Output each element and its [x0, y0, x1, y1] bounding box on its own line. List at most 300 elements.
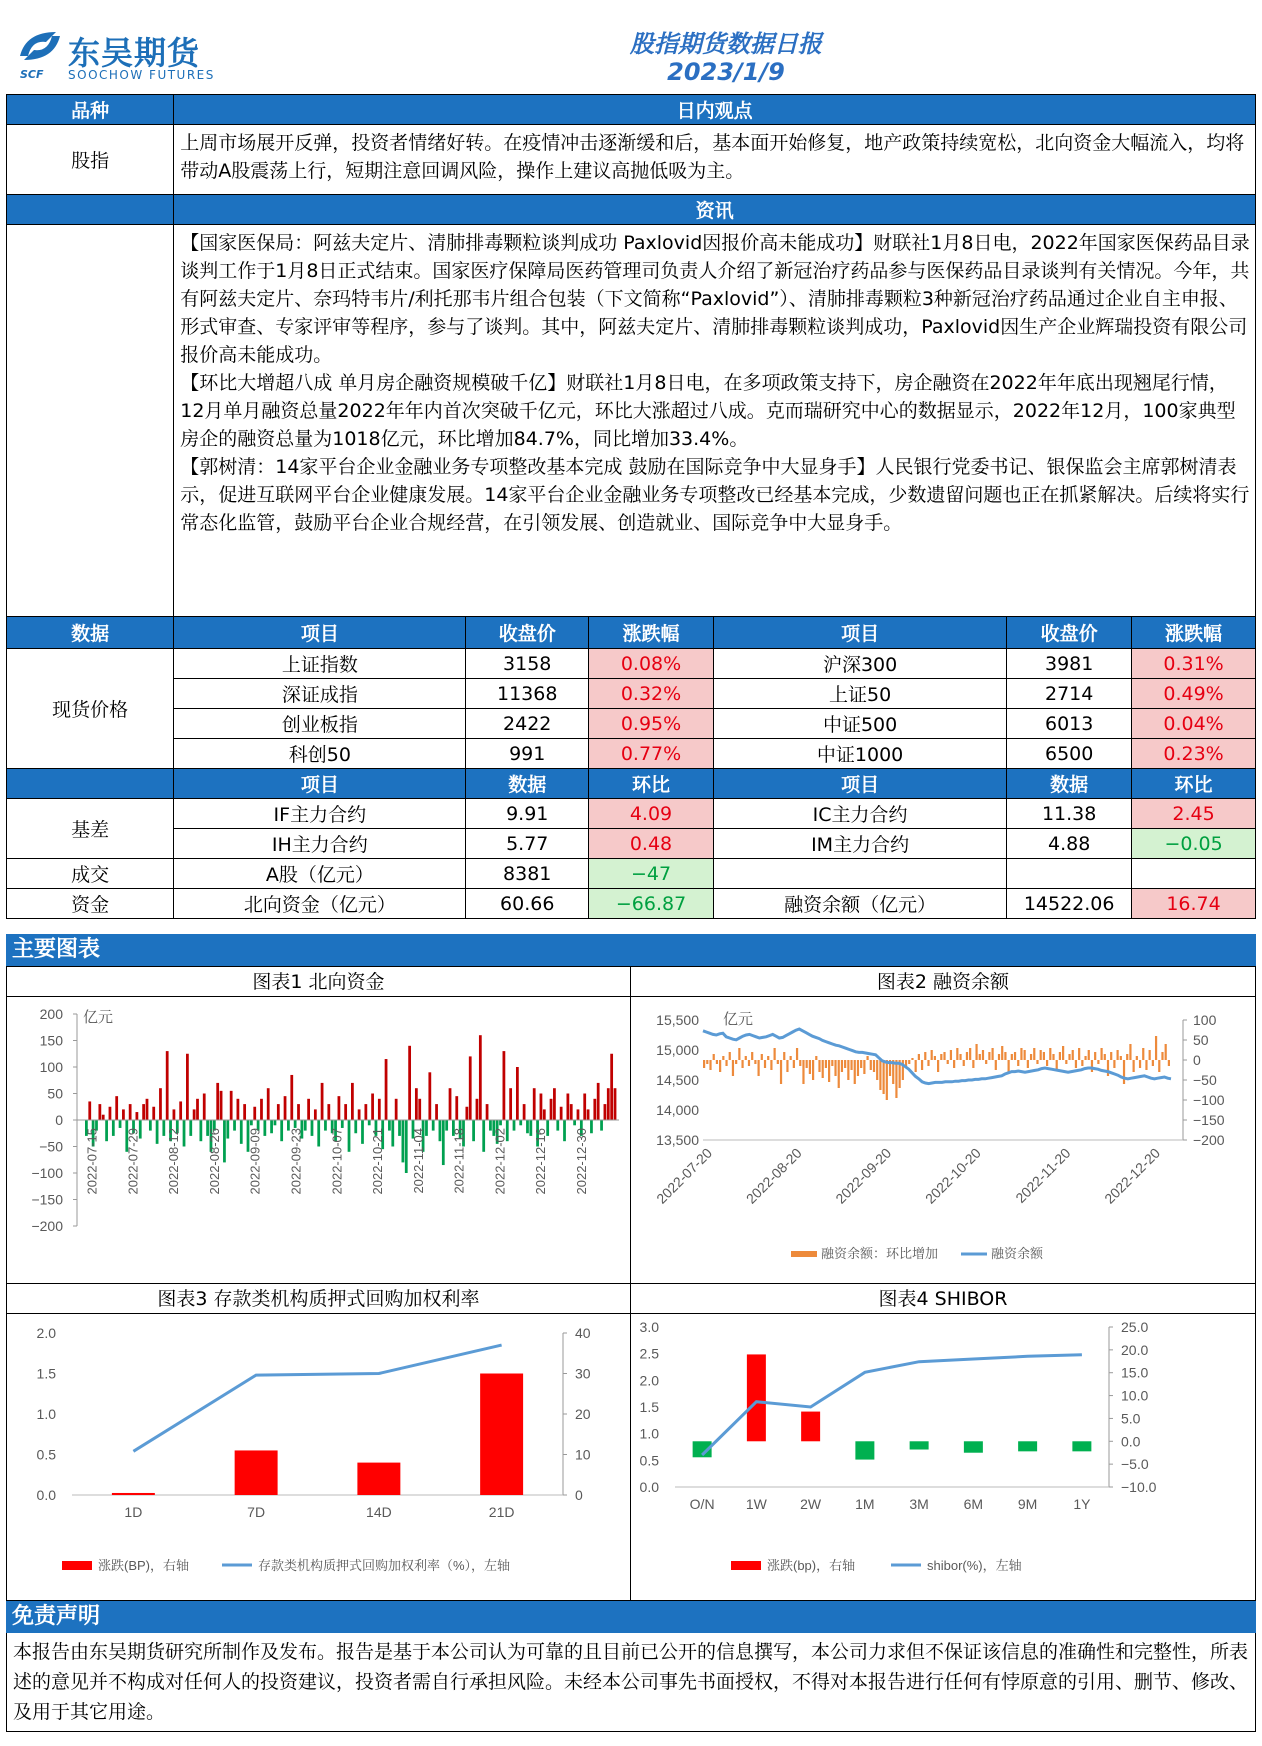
- bar: [886, 1060, 888, 1100]
- bar: [729, 1052, 731, 1060]
- bar: [774, 1048, 776, 1060]
- bar: [754, 1060, 756, 1064]
- bar: [1068, 1054, 1070, 1060]
- y-right-tick-label: 25.0: [1121, 1319, 1149, 1335]
- news-body: [174, 225, 1256, 617]
- line-series: [133, 1345, 501, 1451]
- spot-item: 中证500: [713, 709, 1006, 739]
- bar: [1110, 1052, 1112, 1060]
- bar: [479, 1035, 482, 1120]
- bar: [879, 1060, 881, 1090]
- bar: [855, 1441, 874, 1459]
- bar: [88, 1101, 91, 1120]
- x-tick-label: 2022-09-09: [247, 1128, 263, 1195]
- y-left-tick-label: 0.0: [639, 1479, 659, 1495]
- basis-change: 0.48: [589, 829, 714, 859]
- bar: [439, 1120, 442, 1141]
- bar: [240, 1120, 243, 1144]
- y-left-tick-label: 14,000: [656, 1102, 699, 1118]
- bar: [831, 1060, 833, 1066]
- bar: [982, 1050, 984, 1060]
- bar: [364, 1104, 367, 1120]
- x-tick-label: 2022-11-04: [410, 1128, 426, 1194]
- legend-label: 涨跌(bp)，右轴: [767, 1558, 856, 1573]
- bar: [1046, 1060, 1048, 1066]
- basis-item: IH主力合约: [174, 829, 466, 859]
- bar: [1049, 1048, 1051, 1060]
- news-item: 【郭树清：14家平台企业金融业务专项整改基本完成 鼓励在国际竞争中大显身手】人民银行党委书记、银保监会主席郭树清表示，促进互联网平台企业健康发展。14家平台企业金融业务专项整改已经基本完成，少数遗留问题也正在抓紧解决。后续将实行常态化监管，鼓励平台企业合规经营，在引领发展、创造就业、国际竞争中大显身手。: [180, 456, 1250, 534]
- bar: [449, 1088, 452, 1120]
- x-tick-label: 2022-11-18: [451, 1128, 467, 1194]
- report-date: 2023/1/9: [667, 58, 785, 86]
- volume-value: 8381: [466, 859, 589, 889]
- basis-col-header: 数据: [466, 769, 589, 799]
- bar: [719, 1060, 721, 1072]
- x-tick-label: 2022-08-12: [166, 1128, 182, 1195]
- bar: [713, 1054, 715, 1060]
- bar: [991, 1048, 993, 1060]
- bar: [357, 1463, 400, 1495]
- bar: [1104, 1054, 1106, 1060]
- bar: [747, 1354, 766, 1441]
- bar: [1072, 1441, 1091, 1451]
- bar: [193, 1109, 196, 1120]
- y-left-tick-label: 3.0: [639, 1319, 659, 1335]
- x-tick-label: 2022-09-20: [832, 1144, 895, 1207]
- y-right-tick-label: 20: [575, 1406, 591, 1422]
- bar: [975, 1044, 977, 1060]
- spot-close: 2422: [466, 709, 589, 739]
- data-col-header: 项目: [713, 617, 1006, 649]
- spot-label: 现货价格: [7, 649, 174, 769]
- bar: [428, 1072, 431, 1120]
- volume-change: −47: [589, 859, 714, 889]
- bar: [233, 1120, 236, 1131]
- chart-title: 图表4 SHIBOR: [631, 1284, 1255, 1314]
- spot-item: 上证50: [713, 679, 1006, 709]
- legend-swatch: [791, 1251, 817, 1257]
- y-left-tick-label: 15,000: [656, 1042, 699, 1058]
- bar: [442, 1120, 445, 1165]
- bar: [793, 1060, 795, 1068]
- y-right-tick-label: −5.0: [1121, 1456, 1149, 1473]
- y-tick-label: −50: [39, 1138, 63, 1155]
- data-col-header: 数据: [7, 617, 174, 649]
- bar: [361, 1120, 364, 1144]
- bar: [189, 1120, 192, 1136]
- bar: [1072, 1050, 1074, 1060]
- bar: [927, 1060, 929, 1066]
- x-tick-label: 21D: [488, 1504, 515, 1520]
- x-tick-label: 3M: [909, 1496, 929, 1512]
- bar: [767, 1056, 769, 1060]
- y-right-tick-label: 20.0: [1121, 1341, 1149, 1358]
- chart-repo-rate-plot: [7, 1315, 630, 1601]
- bar: [482, 1120, 485, 1152]
- news-header: 资讯: [174, 195, 1256, 225]
- legend-swatch: [731, 1561, 761, 1570]
- bar: [597, 1083, 600, 1120]
- y-right-tick-label: 0: [1193, 1052, 1201, 1068]
- bar: [509, 1088, 512, 1120]
- bar: [985, 1060, 987, 1064]
- bar: [1158, 1060, 1160, 1072]
- x-tick-label: 6M: [963, 1496, 984, 1512]
- bar: [1065, 1060, 1067, 1064]
- chart-north-flow-plot: [7, 998, 630, 1284]
- bar: [1145, 1060, 1147, 1070]
- chart-margin-balance: [630, 966, 1256, 1284]
- bar: [1155, 1036, 1157, 1060]
- bar: [988, 1052, 990, 1060]
- bar: [341, 1120, 344, 1128]
- bar: [959, 1054, 961, 1060]
- bar: [338, 1096, 341, 1120]
- bar: [533, 1088, 536, 1120]
- fund-item: 北向资金（亿元）: [174, 889, 466, 919]
- legend-label: 涨跌(BP)，右轴: [98, 1558, 190, 1573]
- bar: [1149, 1050, 1151, 1060]
- logo-en: SOOCHOW FUTURES: [68, 68, 215, 82]
- bar: [1052, 1054, 1054, 1060]
- bar: [1165, 1044, 1167, 1060]
- legend-label: shibor(%)，左轴: [927, 1558, 1022, 1573]
- bar: [1062, 1046, 1064, 1060]
- bar: [1123, 1060, 1125, 1084]
- bar: [1030, 1054, 1032, 1060]
- bar: [908, 1060, 910, 1064]
- bar: [956, 1048, 958, 1060]
- basis-change: 2.45: [1132, 799, 1256, 829]
- view-col2: 日内观点: [174, 95, 1256, 125]
- bar: [570, 1104, 573, 1120]
- bar: [166, 1051, 169, 1120]
- bar: [519, 1120, 522, 1125]
- bar: [943, 1052, 945, 1060]
- y-axis-label: 亿元: [83, 1009, 114, 1026]
- chart-repo-rate: [6, 1283, 631, 1601]
- legend-label: 融资余额：环比增加: [821, 1246, 939, 1261]
- bar: [741, 1060, 743, 1068]
- bar: [445, 1120, 448, 1131]
- bar: [385, 1059, 388, 1120]
- bar: [284, 1096, 287, 1120]
- basis-change: 4.09: [589, 799, 714, 829]
- y-right-tick-label: 5.0: [1121, 1410, 1141, 1427]
- bar: [802, 1060, 804, 1084]
- bar: [513, 1120, 516, 1131]
- bar: [455, 1096, 458, 1120]
- bar: [863, 1060, 865, 1074]
- bar: [857, 1060, 859, 1076]
- x-tick-label: 14D: [366, 1504, 392, 1520]
- bar: [1033, 1048, 1035, 1060]
- bar: [1040, 1050, 1042, 1060]
- bar: [841, 1060, 843, 1072]
- bar: [351, 1083, 354, 1120]
- bar: [274, 1120, 277, 1125]
- bar: [931, 1050, 933, 1060]
- bar: [1120, 1056, 1122, 1060]
- spot-close: 11368: [466, 679, 589, 709]
- data-col-header: 项目: [174, 617, 466, 649]
- bar: [294, 1120, 297, 1128]
- spot-close: 6013: [1007, 709, 1132, 739]
- bar: [311, 1120, 314, 1136]
- bar: [98, 1104, 101, 1120]
- bar: [979, 1054, 981, 1060]
- bar: [405, 1120, 408, 1173]
- report-title: 股指期货数据日报: [630, 30, 822, 58]
- bar: [735, 1060, 737, 1064]
- bar: [822, 1060, 824, 1078]
- y-right-tick-label: 10: [575, 1446, 591, 1463]
- bar: [910, 1441, 929, 1449]
- y-right-tick-label: 30: [575, 1365, 591, 1382]
- bar: [388, 1120, 391, 1131]
- bar: [1100, 1048, 1102, 1060]
- bar: [590, 1120, 593, 1133]
- bar: [1043, 1052, 1045, 1060]
- bar: [183, 1120, 186, 1147]
- bar: [156, 1120, 159, 1144]
- bar: [583, 1094, 586, 1121]
- spot-change: 0.77%: [589, 739, 714, 769]
- chart-title: 图表2 融资余额: [631, 967, 1255, 997]
- bar: [725, 1060, 727, 1066]
- chart-shibor: [630, 1283, 1256, 1601]
- bar: [573, 1120, 576, 1125]
- bar: [1018, 1441, 1037, 1451]
- fund-label: 资金: [7, 889, 174, 919]
- bar: [1126, 1054, 1128, 1060]
- bar: [149, 1120, 152, 1131]
- bar: [263, 1120, 266, 1136]
- bar: [304, 1120, 307, 1131]
- spot-item: 科创50: [174, 739, 466, 769]
- bar: [745, 1056, 747, 1060]
- bar: [550, 1099, 553, 1120]
- bar: [709, 1060, 711, 1070]
- bar: [307, 1099, 310, 1120]
- y-tick-label: −150: [31, 1191, 63, 1208]
- bar: [1136, 1056, 1138, 1060]
- bar: [818, 1060, 820, 1072]
- bar: [499, 1120, 502, 1125]
- y-left-tick-label: 1.5: [639, 1399, 659, 1415]
- basis-label: 基差: [7, 799, 174, 859]
- bar: [358, 1109, 361, 1120]
- bar: [344, 1104, 347, 1120]
- data-col-header: 收盘价: [1007, 617, 1132, 649]
- bar: [812, 1060, 814, 1080]
- bar: [486, 1104, 489, 1120]
- bar: [950, 1050, 952, 1060]
- bar: [850, 1060, 852, 1070]
- company-logo: [16, 26, 226, 82]
- bar: [1014, 1052, 1016, 1060]
- logo-cn: 东吴期货: [68, 34, 201, 72]
- y-right-tick-label: 15.0: [1121, 1364, 1149, 1381]
- x-tick-label: 2022-07-20: [653, 1144, 716, 1207]
- bar: [883, 1060, 885, 1094]
- bar: [556, 1120, 559, 1131]
- view-text: 上周市场展开反弹，投资者情绪好转。在疫情冲击逐渐缓和后，基本面开始修复，地产政策持续宽松，北向资金大幅流入，均将带动A股震荡上行，短期注意回调风险，操作上建议高抛低吸为主。: [174, 125, 1256, 195]
- y-tick-label: 100: [39, 1059, 63, 1075]
- bar: [870, 1060, 872, 1070]
- spot-item: 上证指数: [174, 649, 466, 679]
- y-right-tick-label: 0.0: [1121, 1433, 1141, 1450]
- bar: [480, 1374, 523, 1496]
- bar: [516, 1067, 519, 1120]
- bar: [604, 1104, 607, 1120]
- bar: [937, 1060, 939, 1072]
- basis-col-header: 环比: [589, 769, 714, 799]
- bar: [136, 1112, 139, 1120]
- bar: [105, 1120, 108, 1141]
- y-axis-label: 亿元: [723, 1011, 754, 1028]
- spot-close: 3981: [1007, 649, 1132, 679]
- bar: [408, 1046, 411, 1120]
- bar: [173, 1109, 176, 1120]
- bar: [969, 1048, 971, 1060]
- bar: [560, 1107, 563, 1120]
- fund-change: 16.74: [1132, 889, 1256, 919]
- y-left-tick-label: 13,500: [656, 1132, 699, 1148]
- bar: [543, 1109, 546, 1120]
- bar: [828, 1060, 830, 1082]
- bar: [757, 1060, 759, 1076]
- bar: [270, 1120, 273, 1133]
- bar: [924, 1052, 926, 1060]
- x-tick-label: 2022-07-15: [84, 1128, 100, 1195]
- bar: [243, 1104, 246, 1120]
- bar: [732, 1060, 734, 1076]
- spot-change: 0.32%: [589, 679, 714, 709]
- main-table: [6, 94, 1256, 919]
- bar: [297, 1104, 300, 1120]
- bar: [703, 1060, 705, 1068]
- y-right-tick-label: 50: [1193, 1032, 1209, 1048]
- bar: [801, 1412, 820, 1442]
- bar: [371, 1094, 374, 1121]
- bar: [844, 1060, 846, 1068]
- bar: [529, 1120, 532, 1136]
- bar: [395, 1099, 398, 1120]
- basis-col-header: 环比: [1132, 769, 1256, 799]
- bar: [321, 1083, 324, 1120]
- bar: [317, 1120, 320, 1147]
- y-right-tick-label: −10.0: [1121, 1479, 1157, 1495]
- bar: [751, 1052, 753, 1060]
- y-tick-label: −100: [31, 1165, 63, 1181]
- bar: [593, 1099, 596, 1120]
- bar: [253, 1107, 256, 1120]
- bar: [786, 1060, 788, 1072]
- fund-change: −66.87: [589, 889, 714, 919]
- spot-close: 991: [466, 739, 589, 769]
- bar: [1152, 1060, 1154, 1066]
- bar: [1020, 1048, 1022, 1060]
- spot-item: 沪深300: [713, 649, 1006, 679]
- bar: [142, 1104, 145, 1120]
- bar: [764, 1060, 766, 1068]
- y-left-tick-label: 2.0: [639, 1372, 659, 1389]
- bar: [1113, 1060, 1115, 1068]
- basis-value: 4.88: [1007, 829, 1132, 859]
- bar: [162, 1120, 165, 1136]
- bar: [809, 1060, 811, 1074]
- y-left-tick-label: 14,500: [656, 1072, 699, 1088]
- x-tick-label: 2022-08-20: [742, 1144, 805, 1207]
- x-tick-label: 7D: [247, 1504, 266, 1520]
- disclaimer-header: 免责声明: [6, 1601, 1256, 1633]
- bar: [1107, 1060, 1109, 1076]
- bar: [600, 1120, 603, 1131]
- x-tick-label: 1Y: [1073, 1496, 1091, 1512]
- bar: [964, 1441, 983, 1452]
- bar: [761, 1054, 763, 1060]
- basis-col-header: 数据: [1007, 769, 1132, 799]
- x-tick-label: 2022-12-16: [533, 1128, 549, 1195]
- y-tick-label: 0: [55, 1112, 63, 1128]
- bar: [1091, 1060, 1093, 1072]
- y-left-tick-label: 1.0: [36, 1406, 56, 1422]
- bar: [540, 1094, 543, 1121]
- y-tick-label: 50: [47, 1085, 63, 1102]
- bar: [876, 1060, 878, 1080]
- x-tick-label: 2022-12-20: [1101, 1144, 1164, 1207]
- x-tick-label: 1M: [855, 1496, 875, 1512]
- bar: [489, 1120, 492, 1131]
- spot-item: 深证成指: [174, 679, 466, 709]
- bar: [290, 1075, 293, 1120]
- x-tick-label: 1D: [124, 1504, 143, 1520]
- bar: [119, 1120, 122, 1128]
- bar: [748, 1060, 750, 1066]
- bar: [1133, 1060, 1135, 1072]
- fund-item: 融资余额（亿元）: [713, 889, 1006, 919]
- spot-close: 6500: [1007, 739, 1132, 769]
- y-right-tick-label: 100: [1193, 1012, 1217, 1028]
- x-tick-label: 2022-08-26: [206, 1128, 222, 1195]
- y-right-tick-label: −100: [1193, 1092, 1225, 1108]
- disclaimer-text: 本报告由东吴期货研究所制作及发布。报告是基于本公司认为可靠的且目前已公开的信息撰写，本公司力求但不保证该信息的准确性和完整性，所表述的意见并不构成对任何人的投资建议，投资者需自行承担风险。未经本公司事先书面授权，不得对本报告进行任何有悖原意的引用、删节、修改、及用于其它用途。: [6, 1633, 1256, 1732]
- bar: [260, 1099, 263, 1120]
- x-tick-label: 2W: [800, 1496, 822, 1512]
- chart-north-flow: [6, 966, 631, 1284]
- bar: [825, 1060, 827, 1068]
- bar: [237, 1099, 240, 1120]
- bar: [972, 1060, 974, 1068]
- x-tick-label: 2022-07-29: [125, 1128, 141, 1195]
- basis-change: −0.05: [1132, 829, 1256, 859]
- x-tick-label: 2022-12-30: [573, 1128, 589, 1195]
- legend-swatch: [62, 1561, 92, 1570]
- bar: [790, 1056, 792, 1060]
- news-item: 【环比大增超八成 单月房企融资规模破千亿】财联社1月8日电，在多项政策支持下，房企融资在2022年年底出现翘尾行情，12月单月融资总量2022年年内首次突破千亿元，环比大涨超过八成。克而瑞研究中心的数据显示，2022年12月，100家典型房企的融资总量为1018亿元，环比增加84.7%，同比增加33.4%。: [180, 372, 1236, 450]
- bar: [1024, 1050, 1026, 1060]
- y-right-tick-label: 10.0: [1121, 1387, 1149, 1404]
- news-item: 【国家医保局：阿兹夫定片、清肺排毒颗粒谈判成功 Paxlovid因报价高未能成功】财联社1月8日电，2022年国家医保药品目录谈判工作于1月8日正式结束。国家医疗保障局医药管理司负责人介绍了新冠治疗药品参与医保药品目录谈判有关情况。今年，共有阿兹夫定片、奈玛特韦片/利托那韦片组合包装（下文简称“Paxlovid”）、清肺排毒颗粒3种新冠治疗药品通过企业自主申报、形式审查、专家评审等程序，参与了谈判。其中，阿兹夫定片、清肺排毒颗粒谈判成功，Paxlovid因生产企业辉瑞投资有限公司报价高未能成功。: [180, 232, 1250, 366]
- x-tick-label: 2022-11-20: [1012, 1144, 1074, 1207]
- bar: [199, 1120, 202, 1141]
- bar: [610, 1054, 613, 1120]
- bar: [911, 1058, 913, 1060]
- bar: [216, 1083, 219, 1120]
- bar: [1094, 1052, 1096, 1060]
- bar: [706, 1060, 708, 1064]
